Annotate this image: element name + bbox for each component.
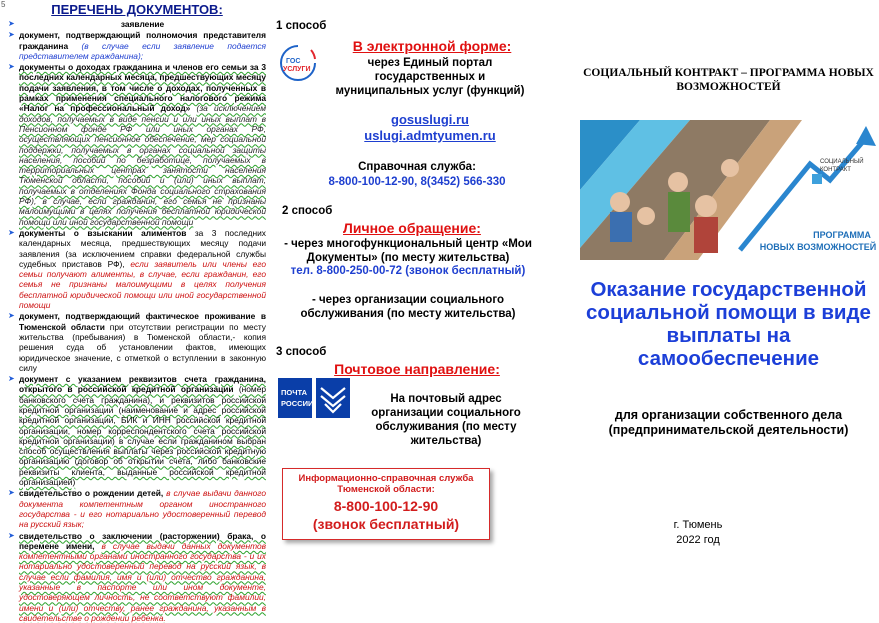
arrow-icon: ➤: [8, 374, 15, 384]
cover-year: 2022 год: [676, 534, 720, 546]
method-2-text-mfc: - через многофункциональный центр «Мои Документы» (по месту жительства): [284, 238, 532, 264]
banner-small-line2: КОНТРАКТ: [820, 167, 851, 173]
documents-column: [0, 0, 270, 623]
method-1-heading: В электронной форме:: [352, 38, 512, 54]
pochta-rossii-logo: [278, 378, 350, 418]
doc-item-bold: документ с указанием реквизитов счета гражданина, открытого в российской кредитной организации: [19, 374, 266, 395]
doc-item-plain: при отсутствии регистрации по месту жительства (пребывания) в Тюменской области,- копия решения суда об установлении фактов, имеющих юридическое значение, с отметкой о вступлении в законную силу: [19, 321, 266, 373]
pochta-rossii-icon: [278, 378, 350, 418]
doc-item: [8, 311, 266, 373]
arrow-icon: ➤: [8, 62, 15, 72]
program-banner-image: [580, 120, 879, 260]
doc-item-note: если заявитель или члены его семьи получают алименты, в случае, если гражданин, его семья не признаны малоимущими в целях получения бесплатной юридической помощи или иной государственной помощи: [19, 258, 266, 311]
gosuslugi-logo-line1: ГОС: [286, 58, 301, 65]
doc-item: [8, 531, 266, 623]
method-3-text: На почтовый адрес организации социального обслуживания (по месту жительства): [371, 393, 521, 447]
arrow-icon: ➤: [8, 19, 15, 28]
arrow-icon: ➤: [8, 311, 15, 321]
arrow-icon: ➤: [8, 530, 15, 540]
banner-title-line2: НОВЫХ ВОЗМОЖНОСТЕЙ: [759, 242, 877, 252]
doc-item-bold: документ, подтверждающий фактическое проживание в Тюменской области: [19, 311, 266, 332]
info-service-phone: 8-800-100-12-90: [333, 498, 439, 514]
doc-item: [8, 374, 266, 487]
arrow-icon: ➤: [8, 30, 15, 40]
post-logo-line1: ПОЧТА: [281, 388, 308, 397]
doc-item-note: в случае выдачи данных документов компетентными органами иностранного государства - и их нотариально удостоверенный перевод на русский язык, в случае если фамилия, имя и (или) отчество гражданина, указанные в паспорте или ином документе, удостоверяющем личность, не соответствуют фамилии, имени и (или) отчеству, ранее гражданина, указанным в свидетельстве о рождении ребенка.: [19, 540, 267, 623]
doc-item-bold: заявление: [120, 19, 165, 29]
help-service-label: Справочная служба:: [358, 161, 476, 173]
method-2-text-org: - через организации социального обслуживания (по месту жительства): [300, 294, 516, 320]
doc-item-bold: свидетельство о рождении детей,: [19, 488, 164, 499]
gosuslugi-link[interactable]: gosuslugi.ru: [391, 112, 469, 127]
doc-item-bold: свидетельство о заключении (расторжении) брака, о перемене имени,: [19, 530, 266, 551]
method-2-heading: Личное обращение:: [343, 220, 481, 236]
gosuslugi-logo-line2: УСЛУГИ: [283, 66, 311, 73]
doc-item: [8, 228, 266, 310]
program-banner: [580, 120, 879, 260]
cover-subtitle: для организации собственного дела (предпринимательской деятельности): [608, 408, 849, 437]
doc-item-bold: документы о доходах гражданина и членов его семьи за 3 последних календарных месяца, предшествующих месяцу подачи заявления, в том числе о доходах, полученных в рамках применения специального налогового режима «Налог на профессиональный доход»: [19, 62, 266, 114]
info-service-box: [282, 468, 490, 540]
cover-top-title: СОЦИАЛЬНЫЙ КОНТРАКТ – ПРОГРАММА НОВЫХ ВОЗМОЖНОСТЕЙ: [583, 67, 874, 93]
help-service-phones: 8-800-100-12-90, 8(3452) 566-330: [328, 176, 506, 188]
gosuslugi-icon: [278, 44, 318, 82]
method-1-text: через Единый портал государственных и муниципальных услуг (функций): [335, 57, 525, 97]
doc-item-bold: документ, подтверждающий полномочия представителя гражданина: [19, 30, 266, 51]
doc-item-note: (в случае если заявление подается представителем гражданина);: [19, 40, 266, 61]
doc-item-bold: документы о взыскании алиментов: [19, 227, 187, 238]
doc-item: [8, 19, 266, 29]
documents-title: ПЕРЕЧЕНЬ ДОКУМЕНТОВ:: [51, 2, 223, 17]
doc-item: [8, 30, 266, 61]
doc-item-note: в случае выдачи данного документа компетентным органом иностранного государства - и его нотариально удостоверенный перевод на русский язык;: [19, 488, 267, 530]
doc-item: [8, 488, 266, 529]
doc-item: [8, 62, 266, 227]
cover-column: [578, 0, 879, 598]
cover-main-title: Оказание государственной социальной помощи в виде выплаты на самообеспечение: [586, 278, 871, 370]
method-2-phone: тел. 8-800-250-00-72 (звонок бесплатный): [290, 265, 526, 277]
info-service-free: (звонок бесплатный): [312, 516, 460, 532]
banner-title-line1: ПРОГРАММА: [813, 230, 871, 240]
method-3-label: 3 способ: [276, 346, 327, 358]
method-2-label: 2 способ: [282, 205, 333, 217]
corner-mark: 5: [1, 0, 6, 9]
banner-small-line1: СОЦИАЛЬНЫЙ: [820, 159, 864, 165]
uslugi-admtyumen-link[interactable]: uslugi.admtyumen.ru: [364, 128, 496, 143]
post-logo-line2: РОССИИ: [281, 399, 314, 408]
info-service-label: Информационно-справочная служба Тюменской области:: [298, 473, 474, 495]
cover-city: г. Тюмень: [673, 519, 723, 531]
doc-item-plain: за 3 последних календарных месяца, предшествующих месяцу подачи заявления (за исключением справки федеральной службы судебных приставов РФ),: [19, 227, 266, 269]
method-1-label: 1 способ: [276, 20, 327, 32]
gosuslugi-logo: [278, 44, 318, 82]
method-3-heading: Почтовое направление:: [334, 361, 500, 377]
doc-item-note: (за исключением доходов, получаемых в виде пенсии и или иных выплат в Пенсионном фонде РФ или иных органах РФ, осуществляющих пенсионное обеспечение, мер социальной поддержки, получаемых в органах социальной защиты населения, пособий по безработице, получаемых в территориальных центрах занятости населения Тюменской области, пособий и (или) иных выплат, получаемых в отделениях Фонда социального страхования РФ), в случае, если гражданин, его семья не признаны малоимущими в целях получения бесплатной юридической помощи или иной государственной помощи: [19, 103, 266, 227]
arrow-icon: ➤: [8, 227, 15, 237]
arrow-icon: ➤: [8, 488, 15, 498]
doc-item-plain: (номер банковского счета гражданина), и реквизитов российской кредитной организации (наименование и адрес российской кредитной организации, БИК и ИНН российской кредитной организации, номер корреспондентского счета российской кредитной организации) в случае если гражданином выбран способ осуществления выплаты через российской кредитную организацию (договор об открытии счета, либо банковские реквизиты клиента, выданные российской кредитной организацией): [19, 384, 267, 488]
methods-column: [272, 0, 540, 598]
